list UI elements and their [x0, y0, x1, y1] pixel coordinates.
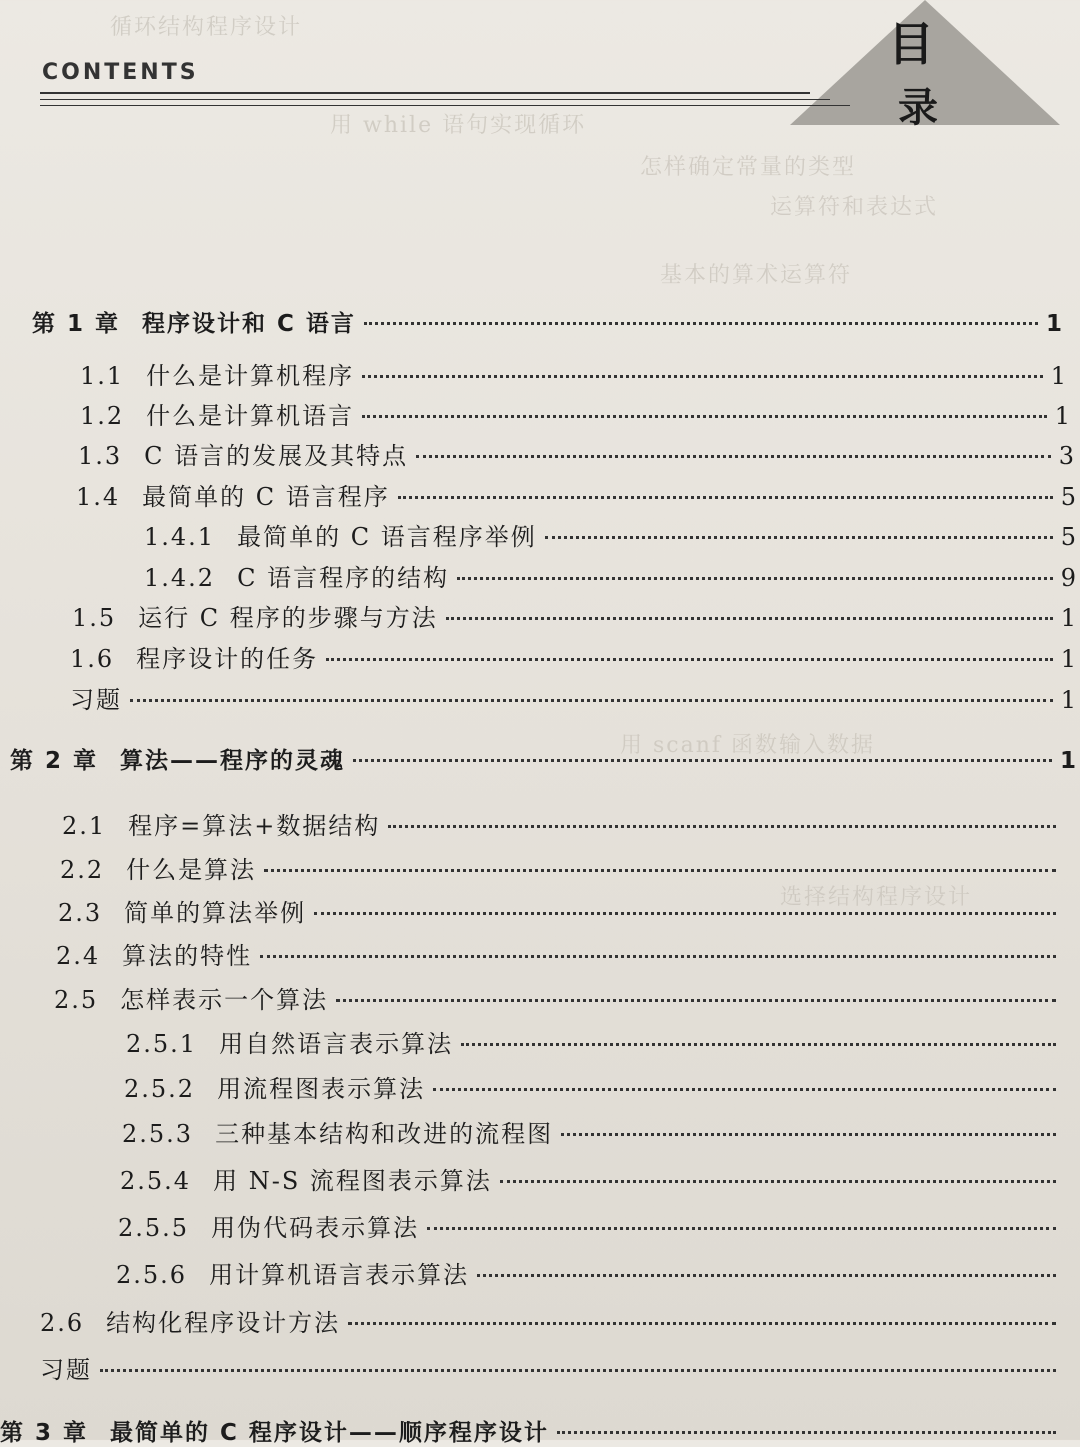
toc-entry[interactable] [144, 558, 1078, 593]
dot-leader [561, 1133, 1056, 1136]
chapter-label: 第 2 章 [10, 748, 99, 774]
toc-entry[interactable] [124, 1069, 1064, 1104]
toc-entry[interactable] [62, 806, 1064, 841]
section-title: 程序=算法+数据结构 [128, 812, 381, 840]
page-number: 1 [1060, 686, 1078, 714]
page-number: 9 [1060, 564, 1078, 592]
toc-entry[interactable] [72, 598, 1078, 633]
toc-entry[interactable] [80, 396, 1072, 431]
section-number: 1.6 [70, 645, 115, 673]
toc-entry[interactable] [122, 1114, 1064, 1149]
section-title: 什么是计算机语言 [146, 402, 355, 430]
ghost-text: 运算符和表达式 [770, 195, 939, 220]
chapter-label: 第 1 章 [32, 311, 121, 337]
toc-chapter-3[interactable] [0, 1414, 1064, 1447]
toc-entry[interactable] [56, 936, 1064, 971]
section-title: 运行 C 程序的步骤与方法 [138, 604, 438, 632]
dot-leader [433, 1088, 1056, 1091]
dot-leader [348, 1322, 1056, 1325]
chapter-title: 程序设计和 C 语言 [142, 311, 356, 337]
dot-leader [457, 577, 1053, 580]
section-number: 1.4.1 [144, 523, 216, 551]
section-title: 最简单的 C 语言程序举例 [237, 523, 537, 551]
section-number: 2.2 [60, 856, 105, 884]
dot-leader [364, 322, 1038, 325]
dot-leader [362, 375, 1043, 378]
ghost-text: 用 scanf 函数输入数据 [620, 733, 876, 758]
toc-chapter-2[interactable] [10, 742, 1078, 775]
toc-entry[interactable] [144, 517, 1078, 552]
toc-entry[interactable] [126, 1024, 1064, 1059]
section-title: 用伪代码表示算法 [211, 1214, 420, 1242]
dot-leader [477, 1274, 1056, 1277]
page-number: 1 [1060, 604, 1078, 632]
section-number: 2.6 [40, 1309, 85, 1337]
dot-leader [461, 1043, 1056, 1046]
toc-entry[interactable] [54, 980, 1064, 1015]
section-title: 什么是计算机程序 [146, 362, 355, 390]
contents-label: CONTENTS [42, 60, 199, 85]
dot-leader [427, 1227, 1056, 1230]
page-number: 1 [1045, 311, 1064, 337]
dot-leader [388, 825, 1056, 828]
section-number: 1.5 [72, 604, 117, 632]
section-title: 三种基本结构和改进的流程图 [215, 1120, 554, 1148]
page-number: 1 [1054, 402, 1072, 430]
toc-chapter-1[interactable] [32, 305, 1064, 338]
dot-leader [326, 658, 1053, 661]
ghost-text: 用 while 语句实现循环 [330, 113, 587, 138]
dot-leader [130, 699, 1053, 702]
section-title: 习题 [40, 1356, 92, 1384]
dot-leader [336, 999, 1056, 1002]
section-title: 最简单的 C 语言程序 [142, 483, 390, 511]
toc-entry[interactable] [118, 1208, 1064, 1243]
section-number: 2.1 [62, 812, 107, 840]
section-title: 算法的特性 [122, 942, 253, 970]
toc-entry[interactable] [76, 477, 1078, 512]
section-number: 1.1 [80, 362, 125, 390]
page-number: 1 [1059, 748, 1078, 774]
page-number: 1 [1050, 362, 1068, 390]
dot-leader [314, 912, 1056, 915]
ghost-text: 基本的算术运算符 [660, 263, 853, 288]
toc-entry[interactable] [120, 1161, 1064, 1196]
dot-leader [362, 415, 1047, 418]
toc-entry[interactable] [78, 436, 1076, 471]
toc-entry[interactable] [70, 639, 1078, 674]
dot-leader [353, 759, 1052, 762]
chapter-label: 第 3 章 [0, 1420, 89, 1446]
dot-leader [557, 1431, 1056, 1434]
toc-entry[interactable] [60, 850, 1064, 885]
toc-entry[interactable] [40, 1303, 1064, 1338]
ghost-text: 选择结构程序设计 [780, 885, 973, 910]
page-number: 5 [1060, 483, 1078, 511]
section-title: C 语言程序的结构 [237, 564, 450, 592]
page-number: 5 [1060, 523, 1078, 551]
section-title: 用 N-S 流程图表示算法 [213, 1167, 492, 1195]
dot-leader [545, 536, 1053, 539]
ghost-text: 怎样确定常量的类型 [640, 155, 857, 180]
section-title: 用计算机语言表示算法 [209, 1261, 470, 1289]
dot-leader [500, 1180, 1056, 1183]
section-number: 1.4.2 [144, 564, 216, 592]
header-rule [40, 105, 850, 106]
chapter-title: 最简单的 C 程序设计——顺序程序设计 [110, 1420, 549, 1446]
chapter-title: 算法——程序的灵魂 [120, 748, 346, 774]
page-number: 1 [1060, 645, 1078, 673]
section-number: 2.4 [56, 942, 101, 970]
section-title: 习题 [70, 686, 122, 714]
toc-entry[interactable] [116, 1255, 1064, 1290]
dot-leader [446, 617, 1053, 620]
section-number: 2.5.1 [126, 1030, 198, 1058]
ghost-text: 循环结构程序设计 [110, 15, 303, 40]
section-number: 1.3 [78, 442, 123, 470]
toc-entry-exercises[interactable] [40, 1350, 1064, 1385]
section-number: 2.3 [58, 899, 103, 927]
toc-entry-exercises[interactable] [70, 680, 1078, 715]
section-title: 怎样表示一个算法 [120, 986, 329, 1014]
dot-leader [416, 455, 1051, 458]
section-number: 2.5.4 [120, 1167, 192, 1195]
section-title: 什么是算法 [126, 856, 257, 884]
section-number: 2.5.5 [118, 1214, 190, 1242]
section-title: C 语言的发展及其特点 [144, 442, 409, 470]
mulu-title-char: 录 [898, 84, 938, 131]
dot-leader [264, 869, 1056, 872]
section-number: 2.5.2 [124, 1075, 196, 1103]
section-number: 2.5 [54, 986, 99, 1014]
header-rule [40, 92, 810, 94]
section-title: 简单的算法举例 [124, 899, 307, 927]
section-number: 1.4 [76, 483, 121, 511]
toc-entry[interactable] [58, 893, 1064, 928]
section-title: 结构化程序设计方法 [106, 1309, 341, 1337]
section-title: 用流程图表示算法 [217, 1075, 426, 1103]
section-number: 1.2 [80, 402, 125, 430]
dot-leader [398, 496, 1053, 499]
page-number: 3 [1058, 442, 1076, 470]
section-number: 2.5.6 [116, 1261, 188, 1289]
dot-leader [260, 955, 1056, 958]
section-title: 用自然语言表示算法 [219, 1030, 454, 1058]
toc-entry[interactable] [80, 356, 1068, 391]
section-title: 程序设计的任务 [136, 645, 319, 673]
section-number: 2.5.3 [122, 1120, 194, 1148]
dot-leader [100, 1369, 1056, 1372]
header-rule [40, 99, 830, 100]
mulu-title-char: 目 [888, 17, 934, 71]
